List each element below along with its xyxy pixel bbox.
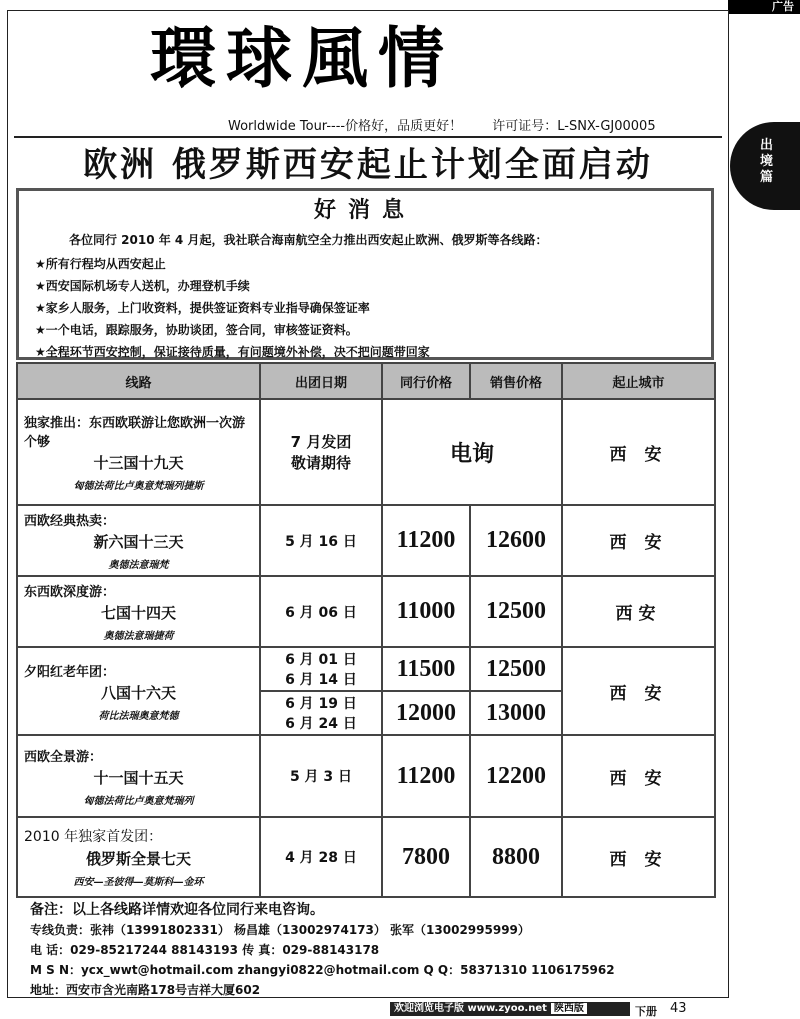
route-cell xyxy=(17,505,260,576)
price-inquiry: 电询 xyxy=(382,399,562,505)
page-number: 43 xyxy=(670,1001,687,1016)
departure-date: 7 月发团 敬请期待 xyxy=(260,399,382,505)
departure-date: 6 月 06 日 xyxy=(260,576,382,647)
departure-date: 4 月 28 日 xyxy=(260,817,382,897)
news-item: ★西安国际机场专人送机，办理登机手续 xyxy=(35,279,250,293)
col-header-date: 出团日期 xyxy=(260,363,382,399)
route-tag: 夕阳红老年团： xyxy=(24,664,116,680)
brand-slogan: Worldwide Tour----价格好，品质更好！ xyxy=(228,119,463,134)
trade-price: 11200 xyxy=(382,735,470,817)
col-header-route: 线路 xyxy=(17,363,260,399)
route-name: 十三国十九天 xyxy=(93,454,184,472)
departure-date: 5 月 16 日 xyxy=(260,505,382,576)
route-cell xyxy=(17,399,260,505)
route-countries: 荷比法瑞奥意梵德 xyxy=(98,710,179,722)
volume-label: 下册 xyxy=(635,1005,657,1018)
good-news-box xyxy=(16,188,714,360)
city: 西 安 xyxy=(562,647,715,735)
trade-price: 11200 xyxy=(382,505,470,576)
footer-address: 地址：西安市含光南路178号吉祥大厦602 xyxy=(30,983,261,997)
table-row xyxy=(17,576,715,647)
city: 西 安 xyxy=(562,817,715,897)
route-countries: 匈德法荷比卢奥意梵瑞列捷斯 xyxy=(73,481,204,492)
route-countries: 奥德法意瑞捷荷 xyxy=(103,631,174,642)
section-tab xyxy=(730,122,800,210)
route-cell xyxy=(17,576,260,647)
footer-note: 备注：以上各线路详情欢迎各位同行来电咨询。 xyxy=(30,902,324,918)
trade-price: 7800 xyxy=(382,817,470,897)
departure-date: 5 月 3 日 xyxy=(260,735,382,817)
departure-date: 6 月 19 日 6 月 24 日 xyxy=(260,691,382,735)
route-name: 新六国十三天 xyxy=(93,533,184,551)
news-item: ★家乡人服务，上门收资料，提供签证资料专业指导确保签证率 xyxy=(35,301,370,315)
footer-contacts: 专线负责：张祎（13991802331） 杨昌雄（13002974173） 张军（13002995999） xyxy=(30,923,530,937)
routes-table xyxy=(16,362,716,898)
retail-price: 12500 xyxy=(470,647,562,691)
footer-msn: M S N：ycx_wwt@hotmail.com zhangyi0822@hotmail.com Q Q：58371310 1106175962 xyxy=(30,963,615,977)
news-list xyxy=(35,253,430,363)
news-title: 好消息 xyxy=(313,198,416,223)
route-tag: 西欧全景游： xyxy=(24,749,103,765)
table-row xyxy=(17,735,715,817)
route-tag: 西欧经典热卖： xyxy=(24,514,116,529)
retail-price: 12500 xyxy=(470,576,562,647)
route-name: 八国十六天 xyxy=(100,683,176,702)
route-tag: 独家推出：东西欧联游让您欧洲一次游个够 xyxy=(24,416,246,450)
trade-price: 11000 xyxy=(382,576,470,647)
table-header-row xyxy=(17,363,715,399)
section-tab-label: 出境篇 xyxy=(760,138,774,185)
route-countries: 西安—圣彼得—莫斯科—金环 xyxy=(73,877,204,888)
news-item: ★一个电话，跟踪服务，协助谈团，签合同，审核签证资料。 xyxy=(35,323,358,337)
page-headline: 欧洲 俄罗斯西安起止计划全面启动 xyxy=(83,145,653,185)
divider xyxy=(14,136,722,138)
city: 西安 xyxy=(562,576,715,647)
route-countries: 奥德法意瑞梵 xyxy=(108,560,169,571)
retail-price: 8800 xyxy=(470,817,562,897)
retail-price: 12200 xyxy=(470,735,562,817)
route-cell xyxy=(17,735,260,817)
news-item: ★全程环节西安控制，保证接待质量，有问题境外补偿，决不把问题带回家 xyxy=(35,345,430,359)
route-cell xyxy=(17,817,260,897)
retail-price: 12600 xyxy=(470,505,562,576)
table-row xyxy=(17,647,715,691)
route-name: 俄罗斯全景七天 xyxy=(85,850,191,868)
trade-price: 12000 xyxy=(382,691,470,735)
site-bar xyxy=(390,1002,630,1016)
col-header-city: 起止城市 xyxy=(562,363,715,399)
departure-date: 6 月 01 日 6 月 14 日 xyxy=(260,647,382,691)
brand-subtitle xyxy=(228,115,656,134)
table-row xyxy=(17,817,715,897)
ad-tag: 广告 xyxy=(728,0,800,14)
col-header-trade-price: 同行价格 xyxy=(382,363,470,399)
table-row xyxy=(17,399,715,505)
route-name: 十一国十五天 xyxy=(93,768,184,787)
site-url[interactable]: 欢迎浏览电子版 www.zyoo.net xyxy=(394,1003,547,1014)
city: 西 安 xyxy=(562,735,715,817)
col-header-retail-price: 销售价格 xyxy=(470,363,562,399)
edition-label: 陕西版 xyxy=(551,1003,587,1014)
city: 西 安 xyxy=(562,399,715,505)
route-tag: 2010 年独家首发团： xyxy=(24,829,163,845)
route-cell xyxy=(17,647,260,735)
company-logo: 環球風情 xyxy=(150,19,454,97)
footer-phone: 电 话：029-85217244 88143193 传 真：029-88143178 xyxy=(30,943,380,957)
route-tag: 东西欧深度游： xyxy=(24,585,116,600)
license-number: 许可证号：L-SNX-GJ00005 xyxy=(492,119,656,134)
trade-price: 11500 xyxy=(382,647,470,691)
city: 西 安 xyxy=(562,505,715,576)
retail-price: 13000 xyxy=(470,691,562,735)
news-item: ★所有行程均从西安起止 xyxy=(35,257,166,271)
table-row xyxy=(17,505,715,576)
route-name: 七国十四天 xyxy=(100,604,176,622)
news-intro: 各位同行 2010 年 4 月起，我社联合海南航空全力推出西安起止欧洲、俄罗斯等各线路： xyxy=(69,233,548,247)
contact-footer xyxy=(30,900,615,1000)
route-countries: 匈德法荷比卢奥意梵瑞列 xyxy=(83,795,194,807)
